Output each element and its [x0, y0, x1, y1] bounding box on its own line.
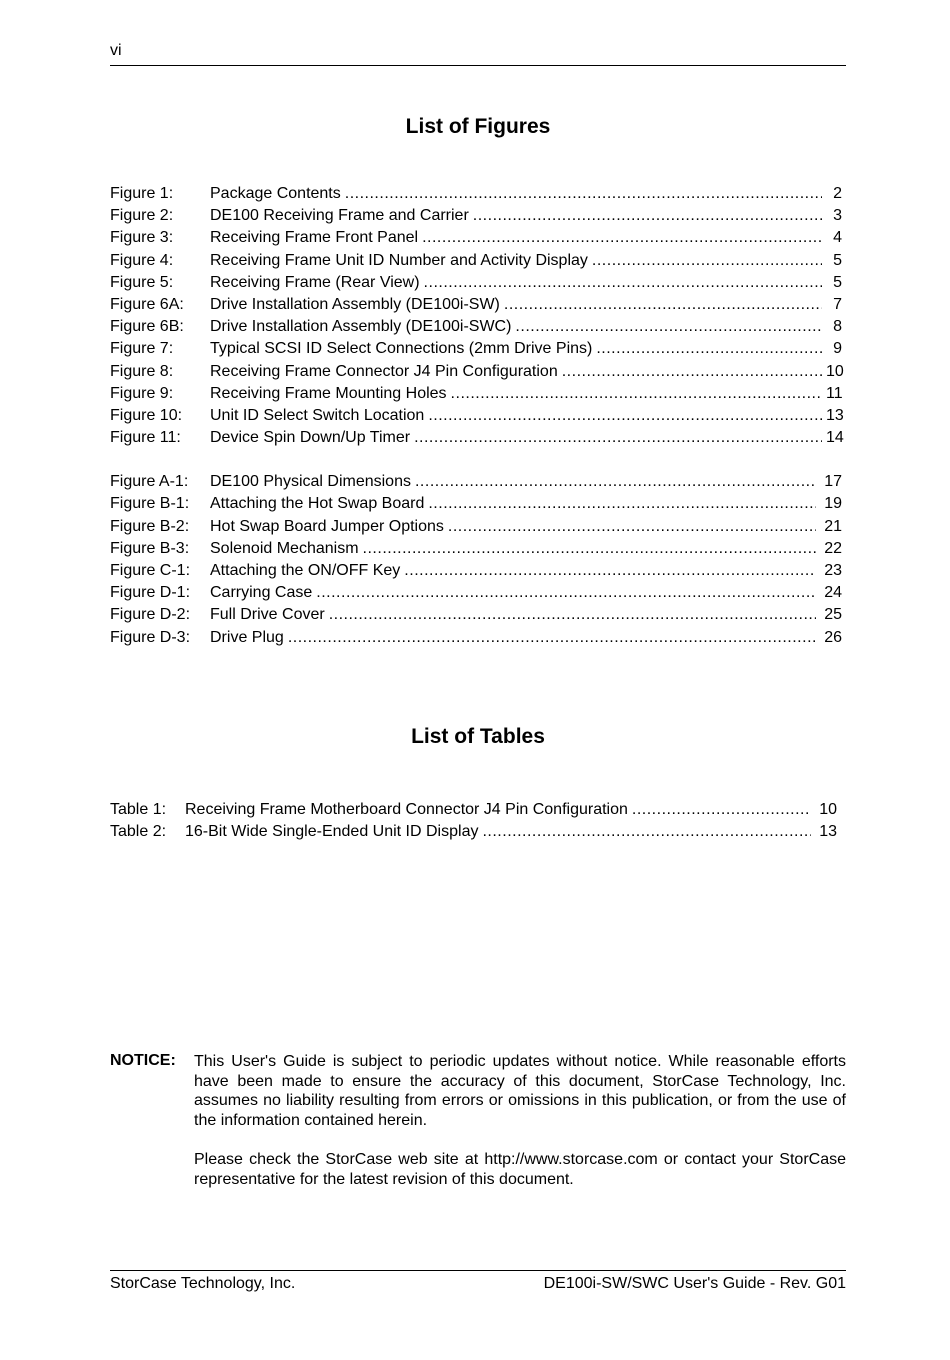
figures-main-group [110, 183, 842, 449]
footer-document-title: DE100i-SW/SWC User's Guide - Rev. G01 [543, 1275, 846, 1292]
toc-entry-title: Unit ID Select Switch Location [210, 406, 425, 424]
leader-dots [428, 493, 816, 515]
toc-entry-page: 5 [833, 273, 842, 291]
toc-entry-title: Drive Plug [210, 628, 284, 646]
tables-group [110, 799, 837, 843]
toc-entry-label: Figure B-3: [110, 539, 190, 557]
leader-dots [596, 338, 822, 360]
toc-entry-title: Attaching the ON/OFF Key [210, 562, 401, 579]
toc-entry-label: Figure 10: [110, 406, 183, 424]
toc-entry [110, 604, 842, 626]
toc-entry [110, 383, 842, 405]
toc-entry-title: Package Contents [210, 185, 341, 202]
toc-entry-label: Figure 2: [110, 207, 174, 225]
toc-entry-title: Solenoid Mechanism [210, 539, 359, 557]
toc-entry-label: Figure D-2: [110, 606, 191, 624]
toc-entry [110, 294, 842, 316]
toc-entry-page: 4 [833, 229, 842, 247]
leader-dots [448, 516, 816, 538]
toc-entry [110, 538, 842, 560]
toc-entry-title: 16-Bit Wide Single-Ended Unit ID Display [185, 823, 479, 841]
toc-entry [110, 250, 842, 272]
toc-entry-label: Figure 8: [110, 362, 174, 380]
group-spacer [110, 449, 842, 471]
notice-paragraph: This User's Guide is subject to periodic updates without notice. While reasonable efforts have been made to ensure the accuracy of this document, StorCase Technology, Inc. assumes no liability resulting from errors or omissions in this publication, or from the use of the information contained herein. [194, 1053, 846, 1129]
toc-entry-label: Figure D-1: [110, 584, 191, 602]
toc-entry [110, 582, 842, 604]
toc-entry-label: Figure A-1: [110, 473, 189, 491]
leader-dots [345, 183, 822, 205]
toc-entry-label: Figure 7: [110, 340, 174, 358]
toc-entry [110, 272, 842, 294]
leader-dots [288, 627, 816, 649]
toc-entry-page: 9 [833, 340, 842, 358]
toc-entry-label: Figure 5: [110, 273, 174, 291]
toc-entry-title: Carrying Case [210, 584, 313, 602]
toc-entry-page: 26 [824, 628, 842, 646]
toc-entry [110, 405, 842, 427]
leader-dots [424, 272, 822, 294]
tables-list [110, 799, 837, 843]
toc-entry-title: DE100 Physical Dimensions [210, 473, 411, 491]
toc-entry-label: Figure 4: [110, 251, 174, 269]
toc-entry-page: 8 [833, 318, 842, 336]
toc-entry-label: Figure 9: [110, 384, 174, 402]
notice-block [110, 1052, 846, 1209]
toc-entry-title: Attaching the Hot Swap Board [210, 495, 425, 513]
toc-entry [110, 183, 842, 205]
footer [110, 1275, 846, 1293]
toc-entry-page: 24 [824, 584, 842, 602]
toc-entry-label: Figure D-3: [110, 628, 191, 646]
toc-entry [110, 799, 837, 821]
toc-entry-title: Receiving Frame Mounting Holes [210, 384, 447, 402]
toc-entry-page: 22 [824, 539, 842, 557]
page-number: vi [110, 42, 122, 59]
toc-entry-page: 21 [824, 517, 842, 535]
toc-entry-label: Figure B-1: [110, 495, 190, 513]
toc-entry [110, 205, 842, 227]
toc-entry-title: Receiving Frame Front Panel [210, 229, 419, 247]
leader-dots [451, 383, 822, 405]
toc-entry-label: Table 2: [110, 823, 167, 841]
leader-dots [415, 471, 816, 493]
leader-dots [428, 405, 822, 427]
toc-entry-title: Device Spin Down/Up Timer [210, 429, 411, 447]
toc-entry-title: Typical SCSI ID Select Connections (2mm Drive Pins) [210, 340, 593, 358]
toc-entry [110, 316, 842, 338]
toc-entry-title: Drive Installation Assembly (DE100i-SW) [210, 295, 500, 313]
footer-company: StorCase Technology, Inc. [110, 1275, 296, 1292]
leader-dots [316, 582, 816, 604]
toc-entry-title: Full Drive Cover [210, 606, 325, 624]
toc-entry-page: 19 [824, 495, 842, 513]
list-of-tables-heading: List of Tables [411, 725, 545, 748]
leader-dots [329, 604, 816, 626]
toc-entry [110, 560, 842, 582]
toc-entry-page: 10 [826, 362, 844, 380]
toc-entry-page: 5 [833, 251, 842, 269]
toc-entry-page: 17 [824, 473, 842, 491]
toc-entry-page: 13 [826, 406, 844, 424]
toc-entry-page: 11 [826, 384, 843, 402]
footer-rule [110, 1270, 846, 1271]
leader-dots [504, 294, 822, 316]
toc-entry [110, 338, 842, 360]
toc-entry [110, 516, 842, 538]
toc-entry-page: 7 [833, 295, 842, 313]
toc-entry [110, 361, 842, 383]
toc-entry-label: Figure 11: [110, 429, 181, 447]
toc-entry [110, 627, 842, 649]
toc-entry [110, 471, 842, 493]
toc-entry [110, 227, 842, 249]
notice-body [194, 1052, 846, 1189]
figures-appendix-group [110, 471, 842, 649]
leader-dots [363, 538, 816, 560]
toc-entry-page: 3 [833, 207, 842, 225]
toc-entry [110, 427, 842, 449]
figures-list [110, 183, 842, 649]
toc-entry-title: Drive Installation Assembly (DE100i-SWC) [210, 318, 512, 336]
toc-entry-page: 2 [833, 185, 842, 202]
toc-entry-page: 13 [819, 823, 837, 841]
toc-entry-title: DE100 Receiving Frame and Carrier [210, 207, 469, 225]
notice-label: NOTICE: [110, 1052, 176, 1069]
toc-entry-label: Figure 6A: [110, 295, 184, 313]
leader-dots [562, 361, 822, 383]
toc-entry-label: Table 1: [110, 801, 167, 818]
toc-entry-title: Receiving Frame Connector J4 Pin Configuration [210, 362, 558, 380]
leader-dots [473, 205, 822, 227]
toc-entry [110, 821, 837, 843]
leader-dots [414, 427, 822, 449]
toc-entry-label: Figure 6B: [110, 318, 184, 336]
toc-entry-label: Figure 1: [110, 185, 174, 202]
toc-entry-page: 25 [824, 606, 842, 624]
toc-entry-label: Figure C-1: [110, 562, 191, 579]
leader-dots [404, 560, 816, 582]
toc-entry [110, 493, 842, 515]
leader-dots [592, 250, 822, 272]
toc-entry-title: Receiving Frame Motherboard Connector J4 Pin Configuration [185, 801, 628, 818]
leader-dots [632, 799, 811, 821]
toc-entry-title: Hot Swap Board Jumper Options [210, 517, 444, 535]
toc-entry-page: 23 [824, 562, 842, 579]
toc-entry-title: Receiving Frame (Rear View) [210, 273, 420, 291]
list-of-figures-heading: List of Figures [405, 115, 551, 138]
notice-paragraph: Please check the StorCase web site at http://www.storcase.com or contact your StorCase representative for the latest revision of this document. [194, 1150, 846, 1188]
toc-entry-page: 10 [819, 801, 837, 818]
toc-entry-label: Figure 3: [110, 229, 174, 247]
toc-entry-label: Figure B-2: [110, 517, 190, 535]
toc-entry-page: 14 [826, 429, 844, 447]
leader-dots [482, 821, 811, 843]
toc-entry-title: Receiving Frame Unit ID Number and Activity Display [210, 251, 588, 269]
leader-dots [422, 227, 822, 249]
leader-dots [515, 316, 822, 338]
header-rule [110, 65, 846, 66]
